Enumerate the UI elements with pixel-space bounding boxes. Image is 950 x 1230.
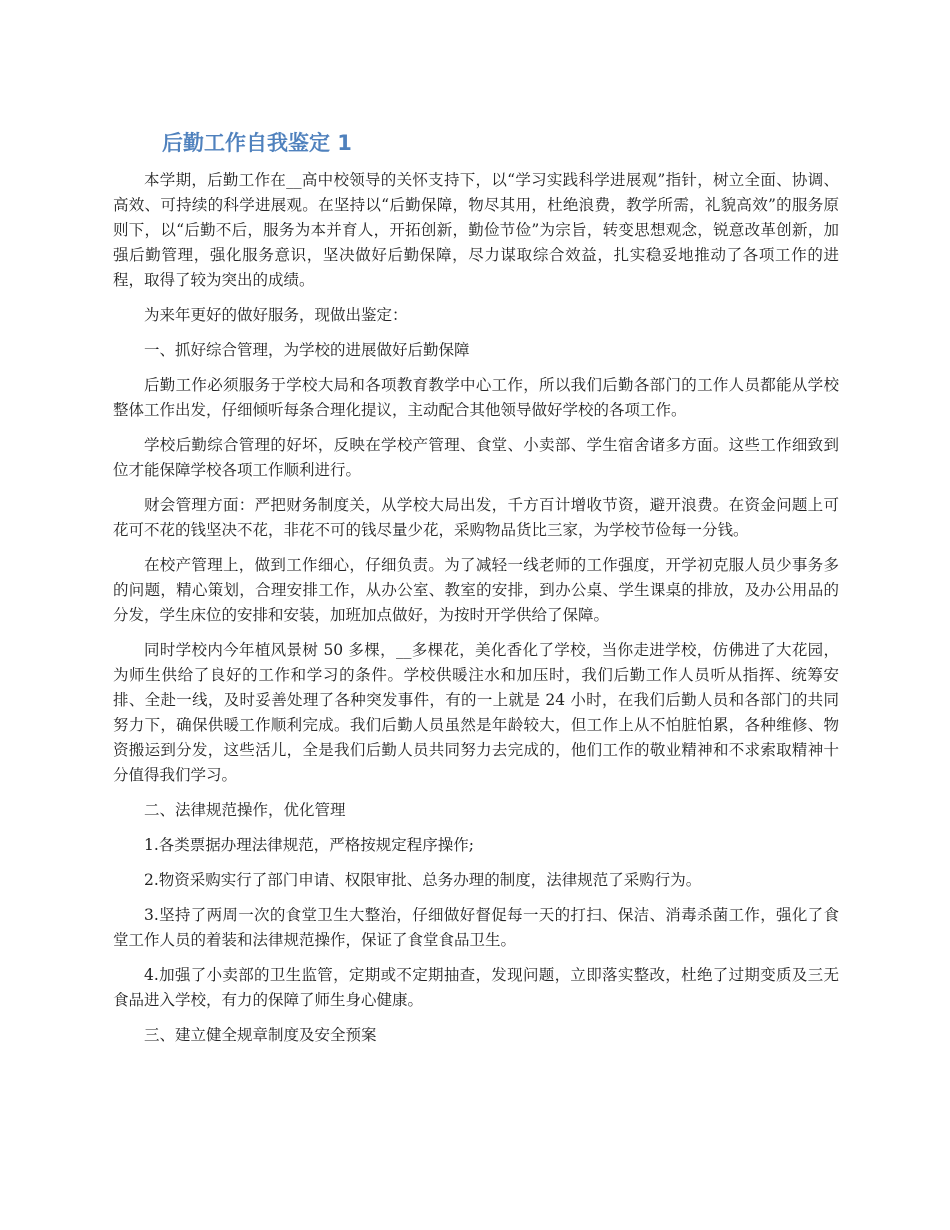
list-item: 1.各类票据办理法律规范，严格按规定程序操作;	[144, 836, 475, 854]
body-paragraph: 后勤工作必须服务于学校大局和各项教育教学中心工作，所以我们后勤各部门的工作人员都能从学校整体工作出发，仔细倾听每条合理化提议，主动配合其他领导做好学校的各项工作。	[113, 376, 839, 419]
section-heading-1: 一、抓好综合管理，为学校的进展做好后勤保障	[144, 341, 470, 359]
body-paragraph: 同时学校内今年植风景树 50 多棵，__多棵花，美化香化了学校，当你走进学校，仿佛进了大花园，为师生供给了良好的工作和学习的条件。学校供暖注水和加压时，我们后勤工作人员听从指挥、统筹安排、全赴一线，及时妥善处理了各种突发事件，有的一上就是 24 小时，在我们后勤人员和各部门的共同努力下，确保供暖工作顺利完成。我们后勤人员虽然是年龄较大，但工作上从不怕脏怕累，各种维修、物资搬运到分发，这些活儿，全是我们后勤人员共同努力去完成的，他们工作的敬业精神和不求索取精神十分值得我们学习。	[113, 641, 839, 784]
list-item: 2.物资采购实行了部门申请、权限审批、总务办理的制度，法律规范了采购行为。	[144, 871, 702, 889]
summary-lead-paragraph: 为来年更好的做好服务，现做出鉴定：	[144, 306, 408, 324]
section-heading-2: 二、法律规范操作，优化管理	[144, 801, 346, 819]
body-paragraph: 在校产管理上，做到工作细心，仔细负责。为了减轻一线老师的工作强度，开学初克服人员少事务多的问题，精心策划，合理安排工作，从办公室、教室的安排，到办公桌、学生课桌的排放，及办公用品的分发，学生床位的安排和安装，加班加点做好，为按时开学供给了保障。	[113, 556, 839, 624]
document-title: 后勤工作自我鉴定 1	[162, 131, 352, 155]
list-item: 4.加强了小卖部的卫生监管，定期或不定期抽查，发现问题，立即落实整改，杜绝了过期变质及三无食品进入学校，有力的保障了师生身心健康。	[113, 966, 839, 1009]
list-item: 3.坚持了两周一次的食堂卫生大整治，仔细做好督促每一天的打扫、保洁、消毒杀菌工作，强化了食堂工作人员的着装和法律规范操作，保证了食堂食品卫生。	[113, 906, 839, 949]
section-heading-3: 三、建立健全规章制度及安全预案	[144, 1026, 377, 1044]
body-paragraph: 财会管理方面：严把财务制度关，从学校大局出发，千方百计增收节资，避开浪费。在资金问题上可花可不花的钱坚决不花，非花不可的钱尽量少花，采购物品货比三家，为学校节俭每一分钱。	[113, 496, 839, 539]
body-paragraph: 学校后勤综合管理的好坏，反映在学校产管理、食堂、小卖部、学生宿舍诸多方面。这些工作细致到位才能保障学校各项工作顺利进行。	[113, 436, 839, 479]
intro-paragraph: 本学期，后勤工作在__高中校领导的关怀支持下，以“学习实践科学进展观”指针，树立全面、协调、高效、可持续的科学进展观。在坚持以“后勤保障，物尽其用，杜绝浪费，教学所需，礼貌高效”的服务原则下，以“后勤不后，服务为本并育人，开拓创新，勤俭节俭”为宗旨，转变思想观念，锐意改革创新，加强后勤管理，强化服务意识，坚决做好后勤保障，尽力谋取综合效益，扎实稳妥地推动了各项工作的进程，取得了较为突出的成绩。	[113, 171, 839, 289]
document-body	[113, 168, 839, 1058]
